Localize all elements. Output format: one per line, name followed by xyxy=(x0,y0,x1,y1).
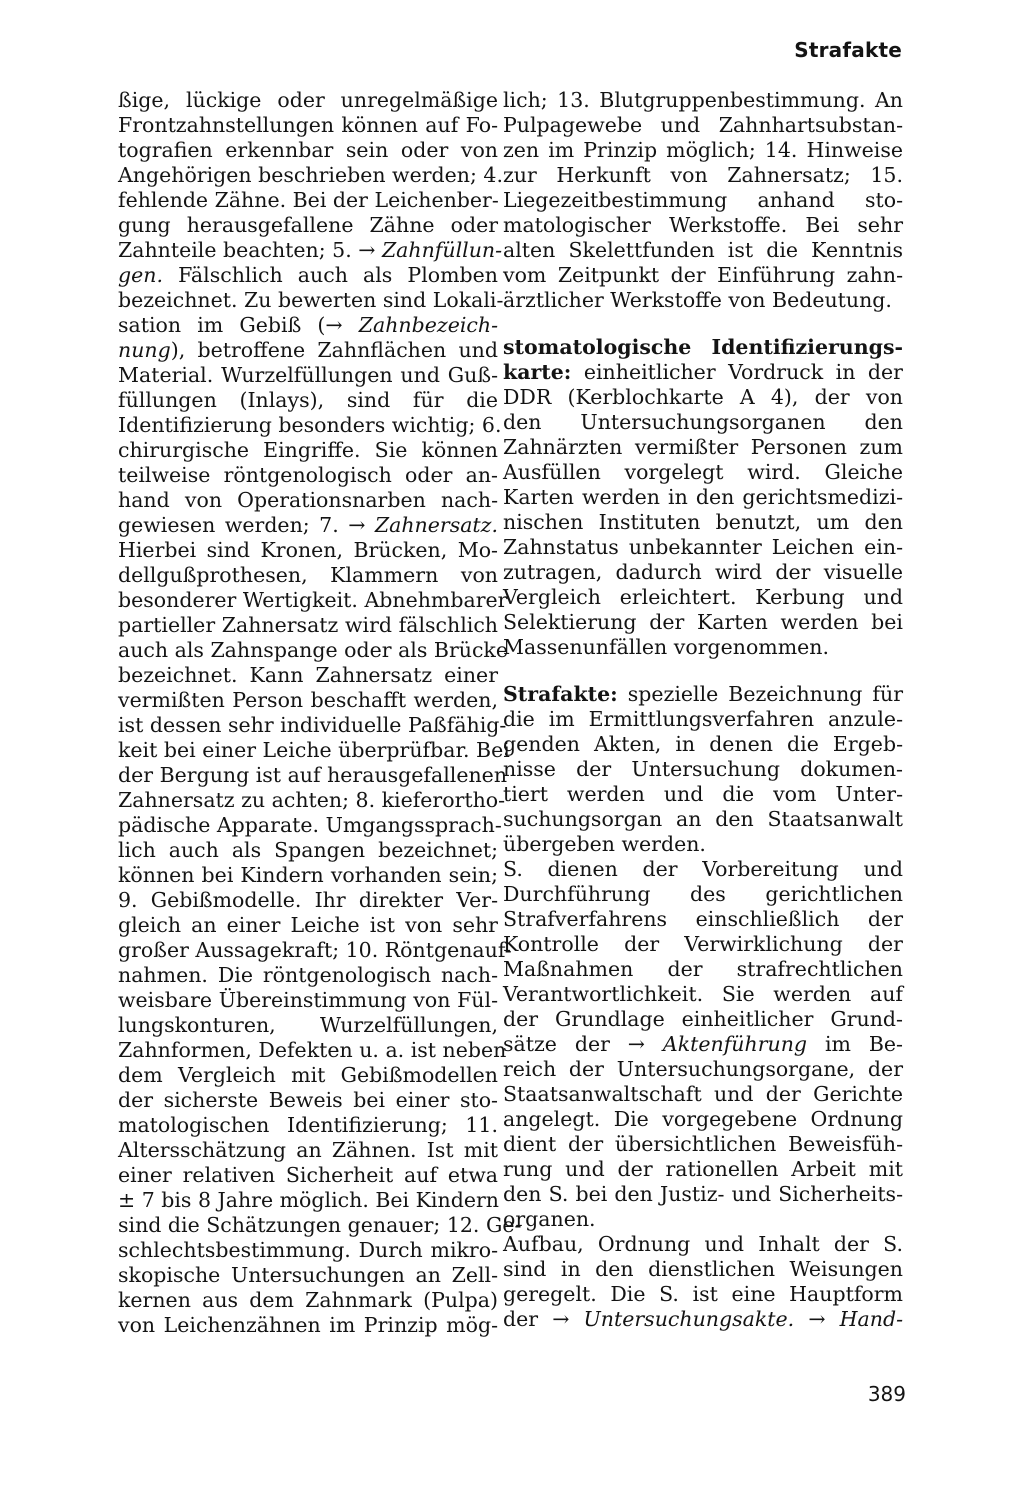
text-run: nahmen. Die röntgenologisch nach- xyxy=(118,963,498,987)
entry-headword: Strafakte: xyxy=(503,682,618,706)
text-line xyxy=(503,1007,903,1032)
text-run: pädische Apparate. Umgangssprach- xyxy=(118,813,502,837)
text-line xyxy=(118,163,503,188)
text-run: vermißten Person beschafft werden, xyxy=(118,688,498,712)
text-run: Karten werden in den gerichtsmedizi- xyxy=(503,485,903,509)
text-run: die im Ermittlungsverfahren anzule- xyxy=(503,707,903,731)
text-line xyxy=(118,1038,507,1063)
text-run: einer relativen Sicherheit auf etwa xyxy=(118,1163,498,1187)
text-run: zutragen, dadurch wird der visuelle xyxy=(503,560,903,584)
text-run: Altersschätzung an Zähnen. Ist mit xyxy=(118,1138,498,1162)
text-run: dem Vergleich mit Gebißmodellen xyxy=(118,1063,498,1087)
text-run: können bei Kindern vorhanden sein; xyxy=(118,863,498,887)
text-line xyxy=(118,488,498,513)
text-run: von Leichenzähnen im Prinzip mög- xyxy=(118,1313,498,1337)
text-line xyxy=(118,888,498,913)
text-run: S. dienen der Vorbereitung und xyxy=(503,857,903,881)
text-run: sind in den dienstlichen Weisungen xyxy=(503,1257,903,1281)
text-line xyxy=(503,610,903,635)
text-run: partieller Zahnersatz wird fälschlich xyxy=(118,613,498,637)
text-run: vom Zeitpunkt der Einführung zahn- xyxy=(503,263,903,287)
cross-reference: Zahnfüllun- xyxy=(381,238,503,262)
text-line xyxy=(118,138,498,163)
text-line xyxy=(118,588,508,613)
text-line xyxy=(118,188,498,213)
text-line xyxy=(118,688,498,713)
text-line xyxy=(118,613,498,638)
cross-reference: Zahnersatz. xyxy=(374,513,498,537)
text-run: bezeichnet. Zu bewerten sind Lokali- xyxy=(118,288,504,312)
cross-reference: Untersuchungsakte. xyxy=(583,1307,795,1331)
text-line xyxy=(118,1213,522,1238)
text-line xyxy=(503,1232,903,1257)
text-line xyxy=(118,1088,498,1113)
text-line xyxy=(118,563,498,588)
text-line xyxy=(503,982,903,1007)
text-line xyxy=(503,857,903,882)
text-line xyxy=(118,863,498,888)
text-run: spezielle Bezeichnung für xyxy=(617,682,903,706)
text-run: Vergleich erleichtert. Kerbung und xyxy=(503,585,903,609)
text-line xyxy=(503,707,903,732)
text-run: gung herausgefallene Zähne oder xyxy=(118,213,498,237)
text-run: DDR (Kerblochkarte A 4), der von xyxy=(503,385,903,409)
text-run: zur Herkunft von Zahnersatz; 15. xyxy=(503,163,903,187)
text-run: übergeben werden. xyxy=(503,832,706,856)
text-line xyxy=(118,313,498,338)
text-run: Strafverfahrens einschließlich der xyxy=(503,907,903,931)
text-run: bezeichnet. Kann Zahnersatz einer xyxy=(118,663,498,687)
text-run: organen. xyxy=(503,1207,596,1231)
text-line xyxy=(118,363,498,388)
text-line xyxy=(503,360,903,385)
cross-reference: nung xyxy=(118,338,171,362)
text-line xyxy=(503,1057,903,1082)
text-run: lungskonturen, Wurzelfüllungen, xyxy=(118,1013,498,1037)
text-run: lich auch als Spangen bezeichnet; xyxy=(118,838,498,862)
text-line xyxy=(503,1082,903,1107)
text-run: Selektierung der Karten werden bei xyxy=(503,610,903,634)
text-run: skopische Untersuchungen an Zell- xyxy=(118,1263,498,1287)
text-line xyxy=(503,460,903,485)
text-run: Staatsanwaltschaft und der Gerichte xyxy=(503,1082,903,1106)
text-run: Zahnformen, Defekten u. a. ist neben xyxy=(118,1038,507,1062)
text-run: Zahnteile beachten; 5. → xyxy=(118,238,382,262)
text-line xyxy=(503,1207,903,1232)
text-line xyxy=(118,388,498,413)
text-run: ßige, lückige oder unregelmäßige xyxy=(118,88,498,112)
text-line xyxy=(503,535,903,560)
text-line xyxy=(503,1307,903,1332)
text-run: ist dessen sehr individuelle Paßfähig- xyxy=(118,713,507,737)
text-line xyxy=(118,413,502,438)
text-line xyxy=(503,907,903,932)
text-line xyxy=(118,438,498,463)
text-run: teilweise röntgenologisch oder an- xyxy=(118,463,498,487)
text-line xyxy=(503,560,903,585)
text-line xyxy=(503,435,903,460)
text-line xyxy=(118,1138,498,1163)
text-line xyxy=(503,1157,903,1182)
text-run: suchungsorgan an den Staatsanwalt xyxy=(503,807,903,831)
text-line xyxy=(118,113,498,138)
text-run: nischen Instituten benutzt, um den xyxy=(503,510,903,534)
text-run: Material. Wurzelfüllungen und Guß- xyxy=(118,363,498,387)
right-column xyxy=(503,88,903,1332)
text-line xyxy=(118,213,498,238)
text-run: 9. Gebißmodelle. Ihr direkter Ver- xyxy=(118,888,498,912)
text-line xyxy=(503,510,903,535)
text-line xyxy=(118,838,498,863)
text-line xyxy=(503,485,903,510)
text-run: tiert werden und die vom Unter- xyxy=(503,782,903,806)
text-line xyxy=(503,163,903,188)
text-line xyxy=(503,1282,903,1307)
text-run: alten Skelettfunden ist die Kenntnis xyxy=(503,238,903,262)
cross-reference: Aktenführung xyxy=(662,1032,808,1056)
text-run: im Be- xyxy=(807,1032,903,1056)
text-run: ), betroffene Zahnflächen und xyxy=(170,338,498,362)
text-line xyxy=(503,782,903,807)
text-line xyxy=(118,713,507,738)
text-line xyxy=(118,1313,498,1338)
text-run: Pulpagewebe und Zahnhartsubstan- xyxy=(503,113,903,137)
text-line xyxy=(118,288,504,313)
text-run: besonderer Wertigkeit. Abnehmbarer xyxy=(118,588,508,612)
text-line xyxy=(503,188,903,213)
text-line xyxy=(118,1238,498,1263)
text-run: Verantwortlichkeit. Sie werden auf xyxy=(503,982,903,1006)
text-line xyxy=(118,963,498,988)
text-run: tografien erkennbar sein oder von xyxy=(118,138,498,162)
text-line xyxy=(503,213,903,238)
text-run: Angehörigen beschrieben werden; 4. xyxy=(118,163,503,187)
text-line xyxy=(503,335,903,360)
text-run: Aufbau, Ordnung und Inhalt der S. xyxy=(503,1232,903,1256)
text-line xyxy=(503,238,903,263)
text-run: dellgußprothesen, Klammern von xyxy=(118,563,498,587)
text-run: genden Akten, in denen die Ergeb- xyxy=(503,732,903,756)
text-line xyxy=(503,113,903,138)
text-line xyxy=(118,763,508,788)
text-line xyxy=(503,1032,903,1057)
text-run: fehlende Zähne. Bei der Leichenber- xyxy=(118,188,499,212)
text-line xyxy=(118,663,498,688)
text-run: kernen aus dem Zahnmark (Pulpa) xyxy=(118,1288,498,1312)
text-line xyxy=(118,1163,498,1188)
text-run: Zahnersatz zu achten; 8. kieferortho- xyxy=(118,788,506,812)
text-line xyxy=(118,238,503,263)
text-line xyxy=(118,1188,498,1213)
text-run: der Bergung ist auf herausgefallenen xyxy=(118,763,508,787)
text-run: chirurgische Eingriffe. Sie können xyxy=(118,438,498,462)
text-run: der Grundlage einheitlicher Grund- xyxy=(503,1007,903,1031)
text-run: Massenunfällen vorgenommen. xyxy=(503,635,830,659)
text-run: Hierbei sind Kronen, Brücken, Mo- xyxy=(118,538,498,562)
text-run: Ausfüllen vorgelegt wird. Gleiche xyxy=(503,460,903,484)
text-run: weisbare Übereinstimmung von Fül- xyxy=(118,988,498,1012)
text-line xyxy=(118,1063,498,1088)
text-run: sätze der → xyxy=(503,1032,663,1056)
text-line xyxy=(503,932,903,957)
text-line xyxy=(503,288,903,313)
text-line xyxy=(503,1257,903,1282)
text-run: ärztlicher Werkstoffe von Bedeutung. xyxy=(503,288,892,312)
text-run: der → xyxy=(503,1307,584,1331)
text-run: Fälschlich auch als Plomben xyxy=(162,263,498,287)
page-number: 389 xyxy=(867,1382,906,1406)
text-line xyxy=(118,513,498,538)
text-run: füllungen (Inlays), sind für die xyxy=(118,388,498,412)
text-line xyxy=(118,913,498,938)
text-line xyxy=(118,988,498,1013)
text-run: Durchführung des gerichtlichen xyxy=(503,882,903,906)
text-run: angelegt. Die vorgegebene Ordnung xyxy=(503,1107,903,1131)
text-run: Identifizierung besonders wichtig; 6. xyxy=(118,413,502,437)
text-line xyxy=(503,1107,903,1132)
text-line xyxy=(503,832,903,857)
text-line xyxy=(503,882,903,907)
text-run: → xyxy=(794,1307,840,1331)
text-run: sation im Gebiß (→ xyxy=(118,313,359,337)
text-line xyxy=(118,538,498,563)
text-line xyxy=(118,263,498,288)
text-run: gewiesen werden; 7. → xyxy=(118,513,375,537)
text-line xyxy=(503,263,903,288)
text-line xyxy=(118,738,510,763)
text-run: rung und der rationellen Arbeit mit xyxy=(503,1157,903,1181)
entry-headword: karte: xyxy=(503,360,572,384)
text-run: sind die Schätzungen genauer; 12. Ge- xyxy=(118,1213,522,1237)
text-run: hand von Operationsnarben nach- xyxy=(118,488,498,512)
text-run: Liegezeitbestimmung anhand sto- xyxy=(503,188,903,212)
text-run: ± 7 bis 8 Jahre möglich. Bei Kindern xyxy=(118,1188,499,1212)
text-line xyxy=(503,1132,903,1157)
text-line xyxy=(118,1113,498,1138)
text-run: gleich an einer Leiche ist von sehr xyxy=(118,913,498,937)
text-run: auch als Zahnspange oder als Brücke xyxy=(118,638,508,662)
paragraph-gap xyxy=(503,660,903,682)
text-line xyxy=(503,732,903,757)
text-run: Zahnstatus unbekannter Leichen ein- xyxy=(503,535,903,559)
text-line xyxy=(118,638,508,663)
text-line xyxy=(503,385,903,410)
text-run: zen im Prinzip möglich; 14. Hinweise xyxy=(503,138,903,162)
text-line xyxy=(503,138,903,163)
entry-headword: stomatologische Identifizierungs- xyxy=(503,335,903,359)
text-run: reich der Untersuchungsorgane, der xyxy=(503,1057,903,1081)
text-line xyxy=(118,788,506,813)
text-line xyxy=(503,410,903,435)
left-column xyxy=(118,88,522,1338)
text-run: Frontzahnstellungen können auf Fo- xyxy=(118,113,498,137)
text-line xyxy=(503,585,903,610)
text-line xyxy=(503,957,903,982)
text-line xyxy=(503,88,903,113)
text-line xyxy=(118,1288,498,1313)
cross-reference: Hand- xyxy=(839,1307,903,1331)
text-run: den Untersuchungsorganen den xyxy=(503,410,903,434)
text-run: der sicherste Beweis bei einer sto- xyxy=(118,1088,498,1112)
text-run: einheitlicher Vordruck in der xyxy=(571,360,903,384)
text-line xyxy=(503,757,903,782)
text-line xyxy=(503,682,903,707)
text-line xyxy=(118,813,502,838)
paragraph-gap xyxy=(503,313,903,335)
running-head: Strafakte xyxy=(794,38,902,62)
text-run: Kontrolle der Verwirklichung der xyxy=(503,932,903,956)
text-line xyxy=(118,1263,498,1288)
text-line xyxy=(118,463,498,488)
text-run: matologischen Identifizierung; 11. xyxy=(118,1113,498,1137)
text-run: keit bei einer Leiche überprüfbar. Bei xyxy=(118,738,510,762)
text-run: matologischer Werkstoffe. Bei sehr xyxy=(503,213,903,237)
text-run: dient der übersichtlichen Beweisfüh- xyxy=(503,1132,903,1156)
text-line xyxy=(503,807,903,832)
text-line xyxy=(118,88,498,113)
text-run: schlechtsbestimmung. Durch mikro- xyxy=(118,1238,498,1262)
text-run: großer Aussagekraft; 10. Röntgenauf- xyxy=(118,938,512,962)
text-run: lich; 13. Blutgruppenbestimmung. An xyxy=(503,88,903,112)
text-line xyxy=(118,938,512,963)
text-line xyxy=(503,635,903,660)
cross-reference: gen. xyxy=(118,263,163,287)
text-line xyxy=(503,1182,903,1207)
text-run: den S. bei den Justiz- und Sicherheits- xyxy=(503,1182,903,1206)
text-line xyxy=(118,338,498,363)
text-run: nisse der Untersuchung dokumen- xyxy=(503,757,903,781)
text-run: geregelt. Die S. ist eine Hauptform xyxy=(503,1282,903,1306)
text-run: Zahnärzten vermißter Personen zum xyxy=(503,435,903,459)
text-line xyxy=(118,1013,498,1038)
text-run: Maßnahmen der strafrechtlichen xyxy=(503,957,903,981)
cross-reference: Zahnbezeich- xyxy=(358,313,498,337)
